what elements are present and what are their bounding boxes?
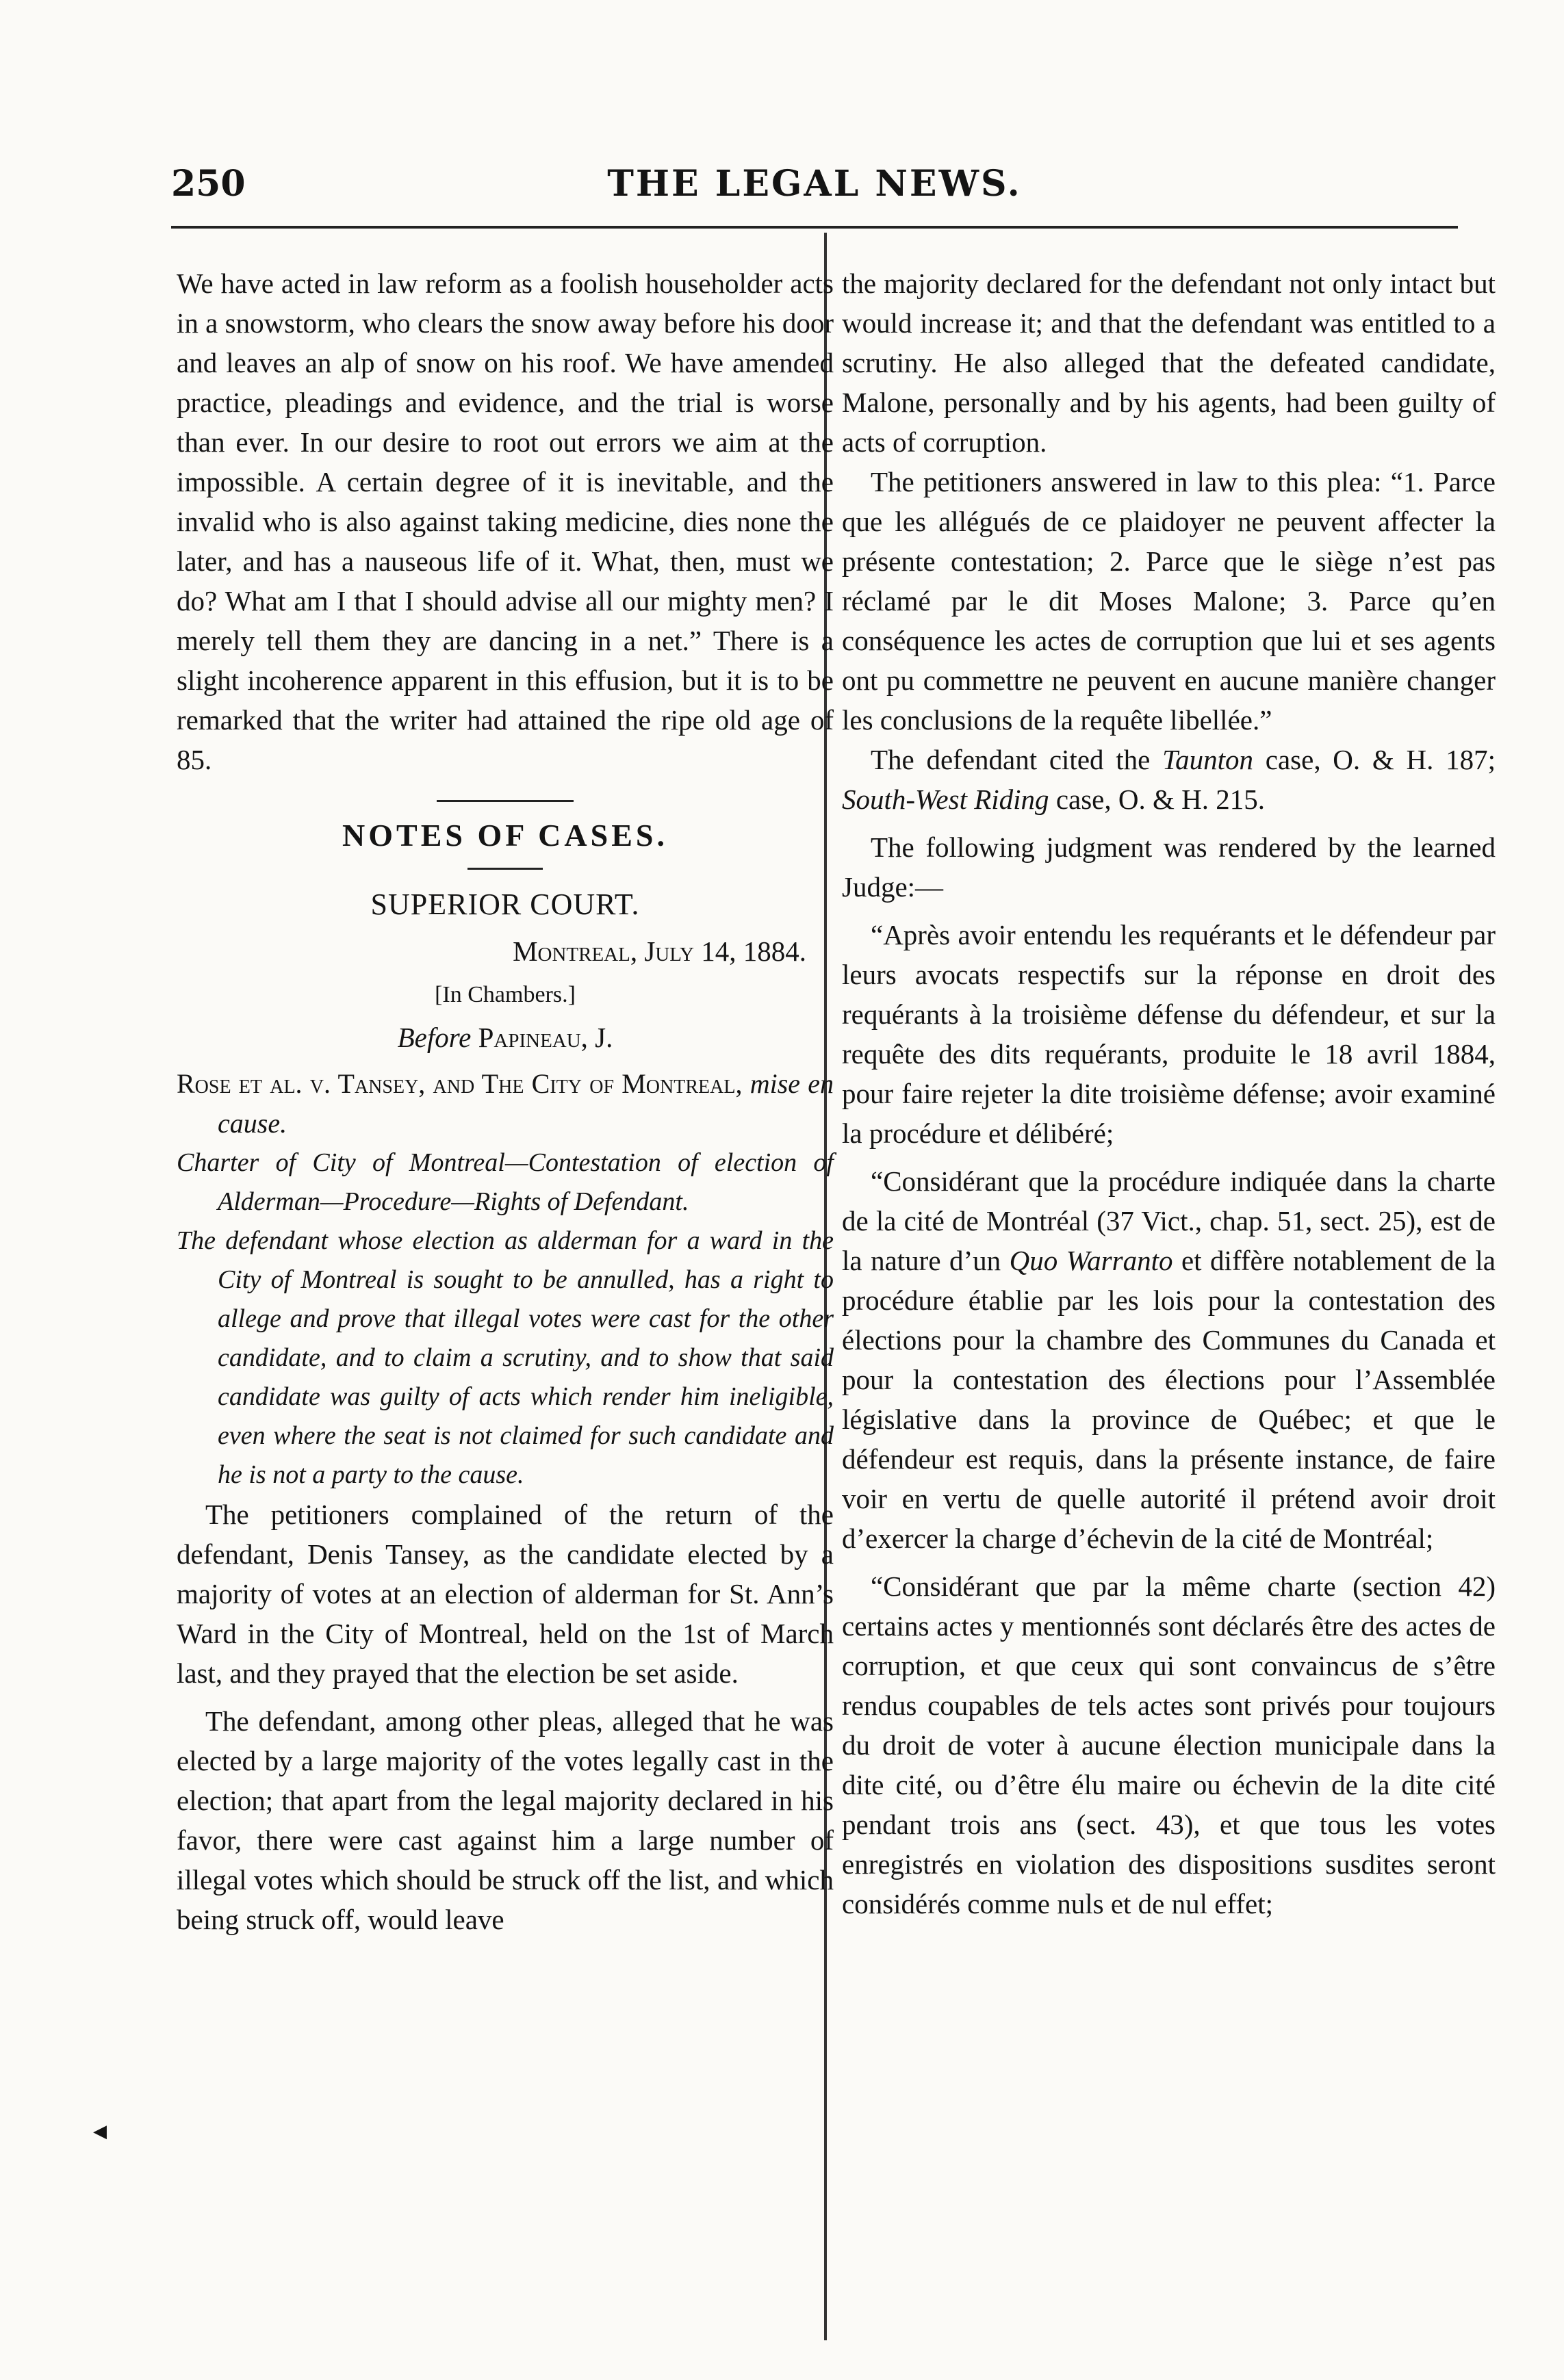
judge-name: Papineau, J.	[478, 1022, 613, 1053]
paragraph-considerant-1	[842, 1161, 1496, 1558]
considerant-1-start: “Considérant que la procédure indiquée dans la charte de la cité de Montréal (37 Vict., chap. 51, sect. 25), est de la nature d’un	[842, 1165, 1496, 1276]
court-name: SUPERIOR COURT.	[370, 888, 640, 921]
right-column	[842, 263, 1496, 1924]
running-title: THE LEGAL NEWS.	[607, 163, 1022, 205]
considerant-1-end: et diffère notablement de la procédure établie par les lois pour la contestation des élections pour la chambre des Communes du Canada et pour la contestation des élections pour l’Assemblée législative dans la province de Québec; et que le défendeur est requis, dans la présente instance, de faire voir en vertu de quelle autorité il prétend avoir droit d’exercer la charge d’échevin de la cité de Montréal;	[842, 1245, 1496, 1554]
paragraph-cases-cited	[842, 740, 1496, 819]
case-parties	[177, 1064, 834, 1143]
headnote-summary: The defendant whose election as alderman for a ward in the City of Montreal is sought to be annulled, has a right to allege and prove that illegal votes were cast for the other candidate, and to claim a scrutiny, and to show that said candidate was guilty of acts which render him ineligible, even where the seat is not claimed for such candidate and he is not a party to the cause.	[177, 1226, 834, 1489]
cited-mid: case, O. & H. 187;	[1265, 744, 1496, 775]
margin-mark: ◀	[93, 2121, 107, 2142]
cited-prefix: The defendant cited the	[871, 744, 1151, 775]
page-number: 250	[171, 163, 246, 205]
header-rule	[171, 226, 1458, 229]
case-parties-names: Rose et al. v. Tansey, and The City of Montreal,	[177, 1068, 743, 1099]
before-prefix: Before	[397, 1022, 472, 1053]
cited-case-south-west: South-West Riding	[842, 784, 1049, 815]
paragraph-petitioners: The petitioners complained of the return of the defendant, Denis Tansey, as the candidate elected by a majority of votes at an election of alderman for St. Ann’s Ward in the City of Montreal, held on the 1st of March last, and they prayed that the election be set aside.	[177, 1499, 834, 1689]
chambers-note: [In Chambers.]	[435, 982, 576, 1007]
quo-warranto: Quo Warranto	[1009, 1245, 1173, 1276]
section-title: NOTES OF CASES.	[342, 818, 668, 853]
cited-suffix: case, O. & H. 215.	[1055, 784, 1265, 815]
short-rule	[467, 868, 543, 870]
paragraph-continued: the majority declared for the defendant not only intact but would increase it; and that the defendant was entitled to a scrutiny. He also alleged that the defeated candidate, Malone, personally and by his agents, had been guilty of acts of corruption.	[842, 268, 1496, 458]
cited-case-taunton: Taunton	[1162, 744, 1254, 775]
intro-paragraph: We have acted in law reform as a foolish householder acts in a snowstorm, who clears the snow away before his door and leaves an alp of snow on his roof. We have amended practice, pleadings and evidence, and the trial is worse than ever. In our desire to root out errors we aim at the impossible. A certain degree of it is inevitable, and the invalid who is also against taking medicine, dies none the later, and has a nauseous life of it. What, then, must we do? What am I that I should advise all our mighty men? I merely tell them they are dancing in a net.” There is a slight incoherence apparent in this effusion, but it is to be remarked that the writer had attained the ripe old age of 85.	[177, 268, 834, 775]
paragraph-considerant-2: “Considérant que par la même charte (section 42) certains actes y mentionnés sont déclarés être des actes de corruption, et que ceux qui sont convaincus de s’être rendus coupables de tels actes sont privés pour toujours du droit de voter à aucune élection municipale dans la dite cité, ou d’être élu maire ou échevin de la dite cité pendant trois ans (sect. 43), et que tous les votes enregistrés en violation des dispositions susdites seront considérés comme nuls et de nul effet;	[842, 1570, 1496, 1919]
case-parties-role: mise en cause.	[218, 1068, 834, 1139]
paragraph-apres-avoir: “Après avoir entendu les requérants et le défendeur par leurs avocats respectifs sur la réponse en droit des requérants à la troisième défense du défendeur, et sur la requête des dits requérants, produite le 18 avril 1884, pour faire rejeter la dite troisième défense; avoir examiné la procédure et délibéré;	[842, 919, 1496, 1149]
left-column	[177, 263, 834, 1939]
paragraph-judgment-intro: The following judgment was rendered by the learned Judge:—	[842, 831, 1496, 903]
headnote-subject: Charter of City of Montreal—Contestation of election of Alderman—Procedure—Rights of Defendant.	[177, 1148, 834, 1216]
dateline: Montreal, July 14, 1884.	[513, 935, 806, 967]
paragraph-defendant: The defendant, among other pleas, alleged that he was elected by a large majority of the votes legally cast in the election; that apart from the legal majority declared in his favor, there were cast against him a large number of illegal votes which should be struck off the list, and which being struck off, would leave	[177, 1705, 834, 1935]
paragraph-answer-in-law: The petitioners answered in law to this plea: “1. Parce que les allégués de ce plaidoyer ne peuvent affecter la présente contestation; 2. Parce que le siège n’est pas réclamé par le dit Moses Malone; 3. Parce qu’en conséquence les actes de corruption que lui et ses agents ont pu commettre ne peuvent en aucune manière changer les conclusions de la requête libellée.”	[842, 466, 1496, 736]
section-rule	[437, 800, 574, 802]
before-line	[177, 1018, 834, 1057]
page-header	[171, 156, 1458, 218]
